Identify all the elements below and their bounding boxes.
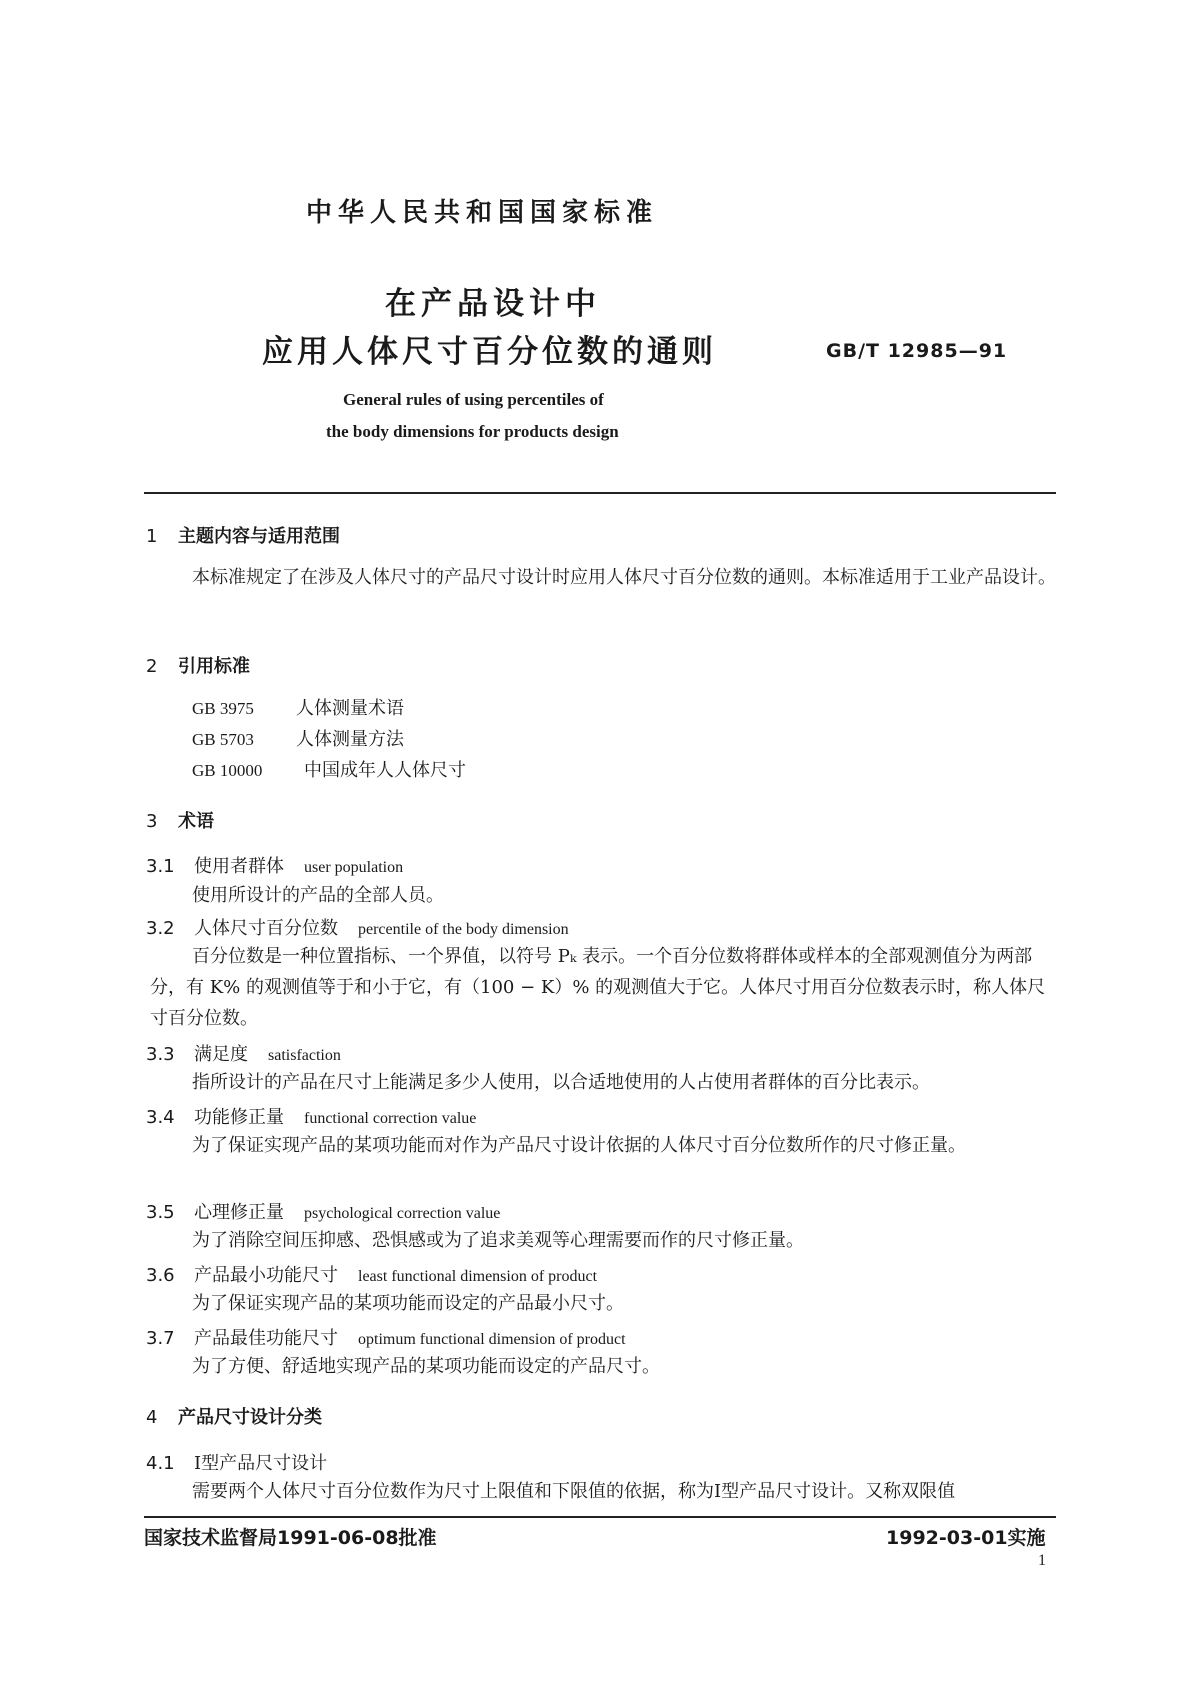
term-3-5-definition: 为了消除空间压抑感、恐惧感或为了追求美观等心理需要而作的尺寸修正量。 <box>192 1230 804 1251</box>
page-number: 1 <box>1038 1552 1046 1569</box>
section-1-heading <box>146 522 340 548</box>
term-3-4-heading <box>146 1103 476 1129</box>
reference-item <box>192 756 466 782</box>
reference-code: GB 10000 <box>192 761 263 780</box>
standard-code: GB/T 12985—91 <box>826 340 1008 362</box>
term-3-2-heading <box>146 914 569 940</box>
section-number: 2 <box>146 656 158 677</box>
header-divider <box>144 492 1056 494</box>
term-number: 3.1 <box>146 856 175 877</box>
document-title-line1: 在产品设计中 <box>385 286 601 322</box>
term-3-5-heading <box>146 1198 500 1224</box>
term-zh: 产品最小功能尺寸 <box>194 1265 338 1286</box>
reference-name: 中国成年人人体尺寸 <box>304 760 466 781</box>
section-title: 术语 <box>178 811 214 832</box>
reference-item <box>192 694 404 720</box>
term-zh: 产品最佳功能尺寸 <box>194 1328 338 1349</box>
subsection-number: 4.1 <box>146 1453 175 1474</box>
term-3-6-heading <box>146 1261 597 1287</box>
term-3-7-definition: 为了方便、舒适地实现产品的某项功能而设定的产品尺寸。 <box>192 1356 660 1377</box>
reference-code: GB 5703 <box>192 730 254 749</box>
term-zh: 功能修正量 <box>194 1107 284 1128</box>
section-2-heading <box>146 652 250 678</box>
term-zh: 使用者群体 <box>194 856 284 877</box>
term-en: user population <box>304 859 404 876</box>
term-en: satisfaction <box>268 1047 341 1064</box>
term-3-3-definition: 指所设计的产品在尺寸上能满足多少人使用，以合适地使用的人占使用者群体的百分比表示。 <box>192 1072 930 1093</box>
term-number: 3.6 <box>146 1265 175 1286</box>
section-title: 产品尺寸设计分类 <box>178 1407 322 1428</box>
reference-name: 人体测量方法 <box>296 729 404 750</box>
english-title-line1: General rules of using percentiles of <box>343 390 604 409</box>
term-3-4-definition: 为了保证实现产品的某项功能而对作为产品尺寸设计依据的人体尺寸百分位数所作的尺寸修正量。 <box>192 1135 966 1156</box>
section-number: 3 <box>146 811 158 832</box>
section-title: 引用标准 <box>178 656 250 677</box>
term-number: 3.4 <box>146 1107 175 1128</box>
section-4-heading <box>146 1403 322 1429</box>
term-number: 3.2 <box>146 918 175 939</box>
term-en: percentile of the body dimension <box>358 921 569 938</box>
implementation-date: 1992-03-01实施 <box>886 1527 1046 1549</box>
term-3-3-heading <box>146 1040 341 1066</box>
standard-type: 中华人民共和国国家标准 <box>306 198 659 228</box>
term-3-1-definition: 使用所设计的产品的全部人员。 <box>192 885 444 906</box>
section-title: 主题内容与适用范围 <box>178 526 340 547</box>
section-1-body: 本标准规定了在涉及人体尺寸的产品尺寸设计时应用人体尺寸百分位数的通则。本标准适用于工业产品设计。 <box>192 567 1056 588</box>
term-number: 3.5 <box>146 1202 175 1223</box>
footer-divider <box>144 1516 1056 1518</box>
subsection-4-1-heading <box>146 1449 327 1475</box>
english-title-line2: the body dimensions for products design <box>326 422 619 441</box>
section-3-heading <box>146 807 214 833</box>
term-number: 3.3 <box>146 1044 175 1065</box>
term-en: psychological correction value <box>304 1205 501 1222</box>
term-zh: 心理修正量 <box>194 1202 284 1223</box>
term-en: optimum functional dimension of product <box>358 1331 626 1348</box>
term-3-2-definition: 百分位数是一种位置指标、一个界值，以符号 Pₖ 表示。一个百分位数将群体或样本的全部观测值分为两部分，有 K% 的观测值等于和小于它，有（100 − K）% 的观测值大于它。人体尺寸用百分位数表示时，称人体尺寸百分位数。 <box>150 946 1046 1029</box>
term-3-1-heading <box>146 852 403 878</box>
section-4-1-body: 需要两个人体尺寸百分位数作为尺寸上限值和下限值的依据，称为Ⅰ型产品尺寸设计。又称双限值 <box>192 1481 956 1502</box>
term-zh: 人体尺寸百分位数 <box>194 918 338 939</box>
term-3-7-heading <box>146 1324 626 1350</box>
term-en: least functional dimension of product <box>358 1268 598 1285</box>
section-number: 4 <box>146 1407 158 1428</box>
subsection-title: Ⅰ型产品尺寸设计 <box>194 1453 328 1474</box>
document-title-line2: 应用人体尺寸百分位数的通则 <box>262 334 717 370</box>
term-3-6-definition: 为了保证实现产品的某项功能而设定的产品最小尺寸。 <box>192 1293 624 1314</box>
term-number: 3.7 <box>146 1328 175 1349</box>
section-number: 1 <box>146 526 158 547</box>
approval-date: 国家技术监督局1991-06-08批准 <box>144 1527 437 1549</box>
term-zh: 满足度 <box>194 1044 248 1065</box>
reference-name: 人体测量术语 <box>296 698 404 719</box>
reference-item <box>192 725 404 751</box>
reference-code: GB 3975 <box>192 699 254 718</box>
term-en: functional correction value <box>304 1110 477 1127</box>
